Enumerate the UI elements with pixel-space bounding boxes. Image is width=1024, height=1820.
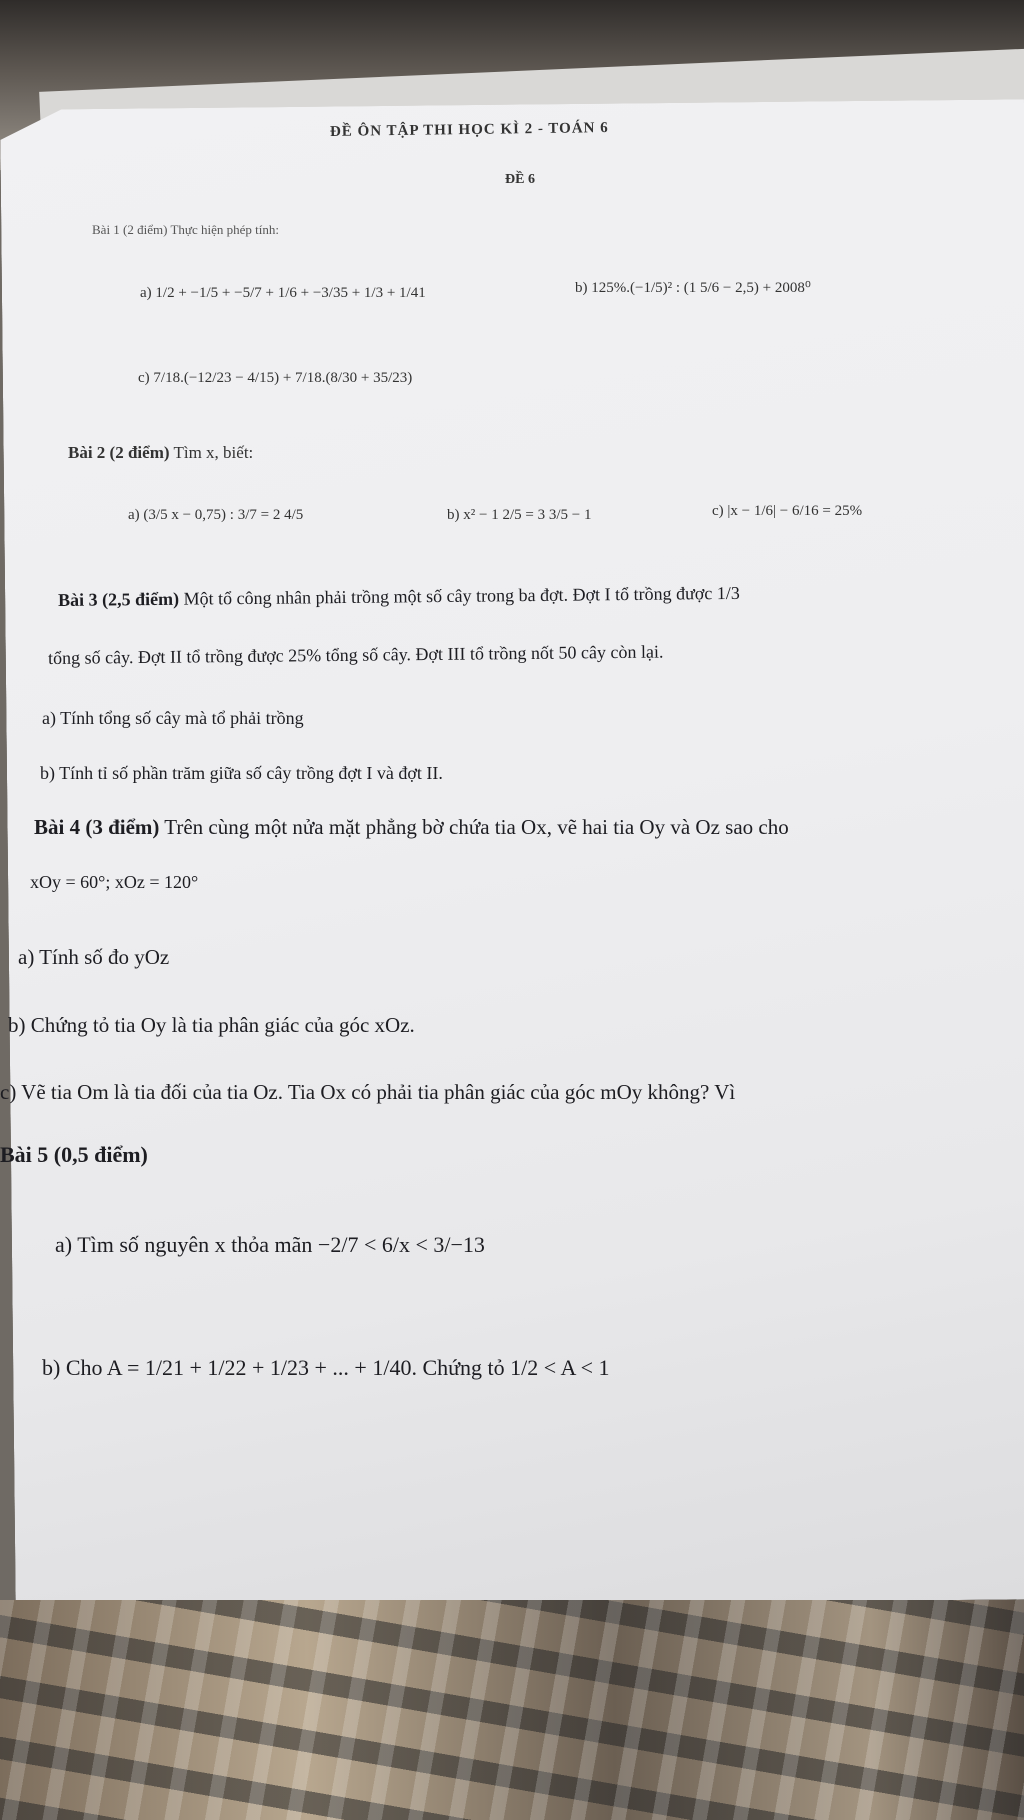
bai3-b: b) Tính tỉ số phần trăm giữa số cây trồng đợt I và đợt II. xyxy=(40,763,443,783)
bai4-c: c) Vẽ tia Om là tia đối của tia Oz. Tia Ox có phải tia phân giác của góc mOy không? Vì xyxy=(0,1080,736,1104)
bai2-heading: Bài 2 (2 điểm) xyxy=(68,443,170,462)
bai1-a: a) 1/2 + −1/5 + −5/7 + 1/6 + −3/35 + 1/3 + 1/41 xyxy=(140,285,426,301)
bai5-a: a) Tìm số nguyên x thỏa mãn −2/7 < 6/x < 3/−13 xyxy=(55,1232,485,1257)
bai2-b: b) x² − 1 2/5 = 3 3/5 − 1 xyxy=(447,507,592,523)
document-subtitle: ĐỀ 6 xyxy=(505,172,535,187)
bai2-heading-line xyxy=(68,443,253,463)
bai3-heading: Bài 3 (2,5 điểm) xyxy=(58,588,180,610)
bai4-line1 xyxy=(34,815,789,840)
bai4-a: a) Tính số đo yOz xyxy=(18,945,170,969)
bai5-heading: Bài 5 (0,5 điểm) xyxy=(0,1142,148,1167)
bai2-heading-rest: Tìm x, biết: xyxy=(169,443,254,462)
bai4-text1: Trên cùng một nửa mặt phẳng bờ chứa tia Ox, vẽ hai tia Oy và Oz sao cho xyxy=(159,815,789,839)
bai4-b: b) Chứng tỏ tia Oy là tia phân giác của góc xOz. xyxy=(8,1013,415,1037)
bai2-c: c) |x − 1/6| − 6/16 = 25% xyxy=(712,503,863,519)
bai1-c: c) 7/18.(−12/23 − 4/15) + 7/18.(8/30 + 35/23) xyxy=(138,370,413,386)
bai4-angles: xOy = 60°; xOz = 120° xyxy=(30,872,199,892)
bai3-text1: Một tổ công nhân phải trồng một số cây trong ba đợt. Đợt I tổ trồng được 1/3 xyxy=(178,582,740,609)
bai1-b: b) 125%.(−1/5)² : (1 5/6 − 2,5) + 2008⁰ xyxy=(575,280,811,296)
bai5-b: b) Cho A = 1/21 + 1/22 + 1/23 + ... + 1/40. Chứng tỏ 1/2 < A < 1 xyxy=(42,1355,610,1380)
bai5-heading-line xyxy=(0,1142,148,1168)
document-title: ĐỀ ÔN TẬP THI HỌC KÌ 2 - TOÁN 6 xyxy=(329,120,609,140)
bai2-a: a) (3/5 x − 0,75) : 3/7 = 2 4/5 xyxy=(128,507,304,523)
bai1-heading: Bài 1 (2 điểm) Thực hiện phép tính: xyxy=(92,222,279,237)
bai4-heading: Bài 4 (3 điểm) xyxy=(34,815,160,839)
bai3-a: a) Tính tổng số cây mà tổ phải trồng xyxy=(42,708,304,728)
bai3-line1 xyxy=(58,583,740,611)
bai3-line2: tổng số cây. Đợt II tổ trồng được 25% tổng số cây. Đợt III tổ trồng nốt 50 cây còn lại. xyxy=(48,641,664,668)
